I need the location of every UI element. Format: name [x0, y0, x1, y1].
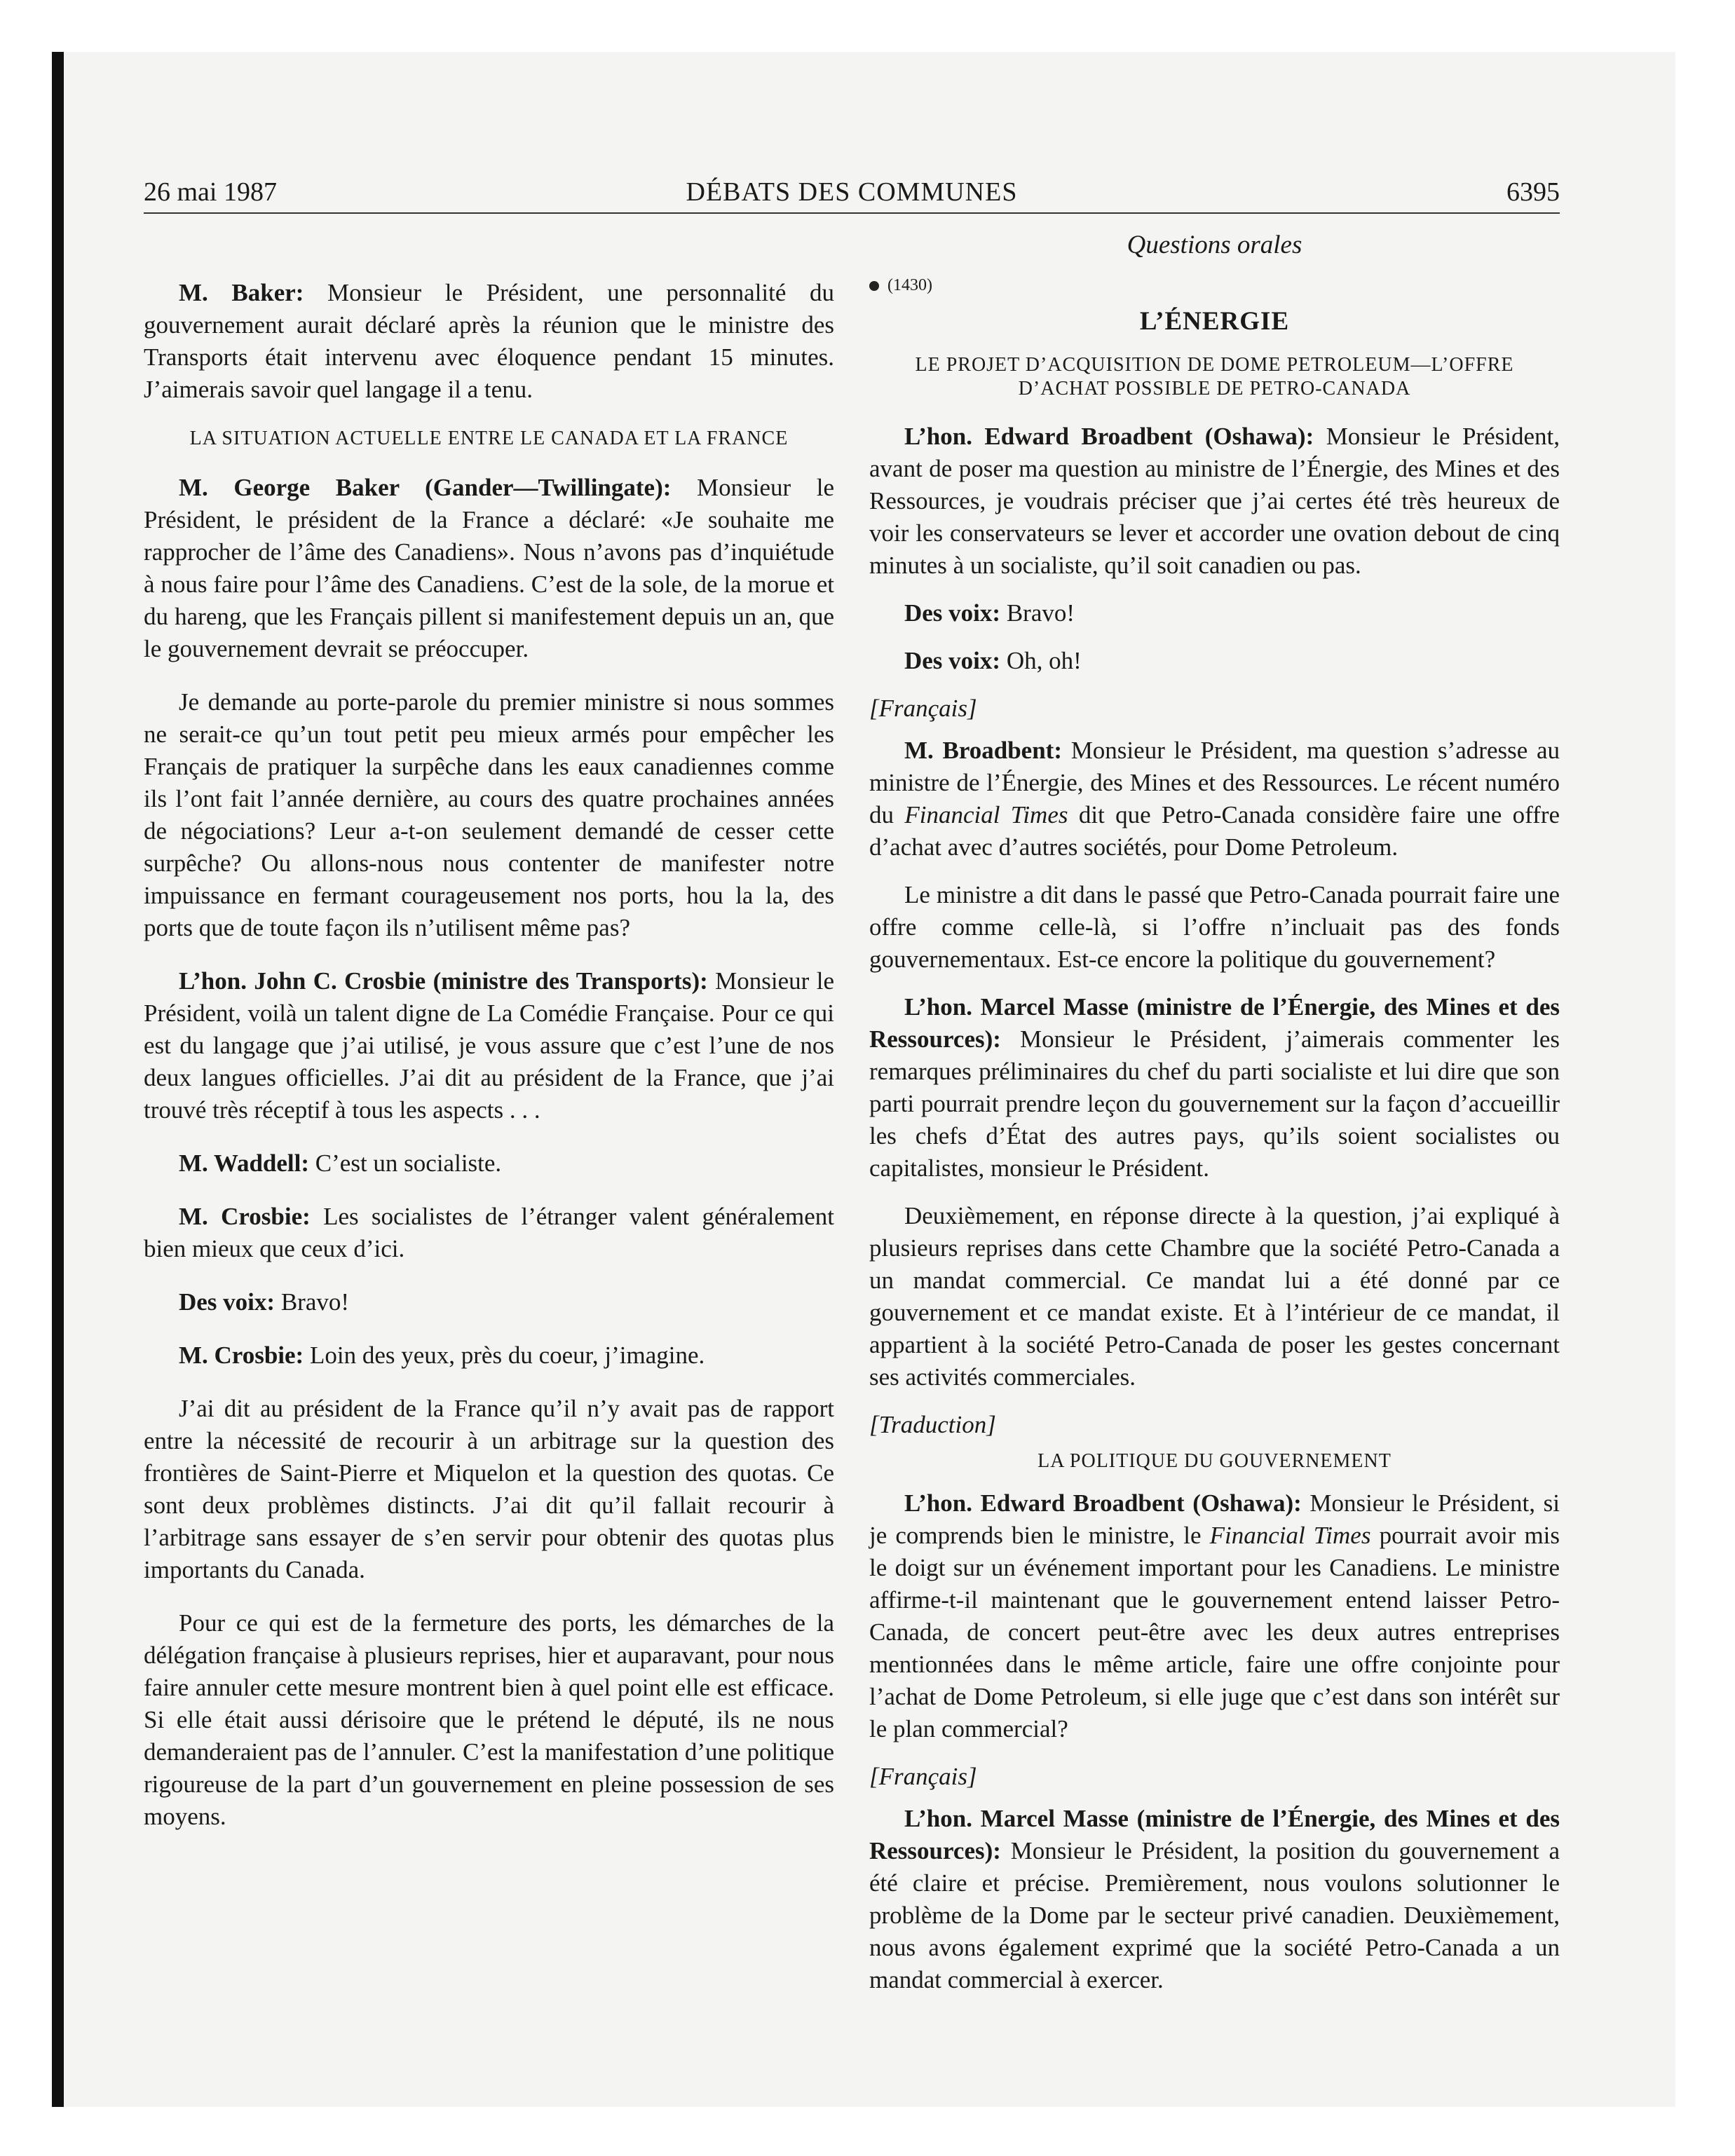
speech-text: Monsieur le Président, si je comprends bien le ministre, le	[869, 1489, 1560, 1549]
publication-title: Financial Times	[904, 801, 1068, 828]
speech-text: Monsieur le Président, la position du gouvernement a été claire et précise. Premièrement, nous voulons solutionner le problème de la Dome par le secteur privé canadien. Deuxièmement, nous avons également exprimé que la société Petro-Canada a un mandat commercial à exercer.	[869, 1837, 1560, 1993]
paragraph	[869, 879, 1560, 976]
paragraph	[144, 277, 834, 406]
paragraph	[144, 1147, 834, 1180]
speaker: M. Baker:	[179, 279, 304, 306]
speaker: M. Broadbent:	[904, 737, 1062, 764]
paragraph	[869, 645, 1560, 677]
speaker: L’hon. Edward Broadbent (Oshawa):	[904, 1489, 1302, 1517]
speech-text: C’est un socialiste.	[315, 1149, 502, 1177]
speech-text: Monsieur le Président, une personnalité du gouvernement aurait déclaré après la réunion que le ministre des Transports était intervenu avec éloquence pendant 15 minutes. J’aimerais savoir quel langage il a tenu.	[144, 279, 834, 403]
publication-title: Financial Times	[1209, 1522, 1371, 1549]
speaker: M. Crosbie:	[179, 1203, 311, 1230]
paragraph	[144, 1393, 834, 1586]
language-marker: [Français]	[869, 695, 977, 722]
speaker: L’hon. Marcel Masse (ministre de l’Énergie, des Mines et des Ressources):	[869, 993, 1560, 1053]
subject-heading: LA POLITIQUE DU GOUVERNEMENT	[1037, 1450, 1392, 1472]
paragraph	[869, 1200, 1560, 1393]
paragraph	[144, 965, 834, 1126]
speaker: M. Crosbie:	[179, 1342, 304, 1369]
language-marker: [Français]	[869, 1763, 977, 1790]
speech-text: Monsieur le Président, voilà un talent digne de La Comédie Française. Pour ce qui est du langage que j’ai utilisé, je vous assure que c’est l’une de nos deux langues officielles. J’ai dit au président de la France, que j’ai trouvé très réceptif à tous les aspects . . .	[144, 967, 834, 1124]
time-marker	[869, 275, 1560, 296]
subject-heading: LA SITUATION ACTUELLE ENTRE LE CANADA ET LA FRANCE	[189, 428, 789, 449]
topic-heading: L’ÉNERGIE	[1139, 307, 1290, 336]
paragraph	[144, 1201, 834, 1265]
speech-text: Loin des yeux, près du coeur, j’imagine.	[309, 1342, 705, 1369]
paragraph	[869, 1487, 1560, 1745]
page-header	[144, 177, 1560, 210]
paragraph	[869, 1803, 1560, 1996]
speech-text: Bravo!	[280, 1288, 350, 1316]
bullet-icon	[869, 281, 879, 291]
speaker: Des voix:	[179, 1288, 275, 1316]
speaker: Des voix:	[904, 647, 1001, 674]
speech-text: pourrait avoir mis le doigt sur un événement important pour les Canadiens. Le ministre affirme-t-il maintenant que le gouvernement entend laisser Petro-Canada, de concert peut-être avec les deux autres entreprises mentionnées dans le même article, faire une offre conjointe pour l’achat de Dome Petroleum, si elle juge que c’est dans son intérêt sur le plan commercial?	[869, 1522, 1560, 1742]
speaker: L’hon. Marcel Masse (ministre de l’Énergie, des Mines et des Ressources):	[869, 1805, 1560, 1864]
speech-text: Monsieur le Président, avant de poser ma question au ministre de l’Énergie, des Mines et des Ressources, je voudrais préciser que j’ai certes été très heureux de voir les conservateurs se lever et accorder une ovation debout de cinq minutes à un socialiste, qu’il soit canadien ou pas.	[869, 423, 1560, 579]
time-marker-text: (1430)	[887, 276, 932, 294]
header-rule	[144, 212, 1560, 214]
paragraph	[869, 991, 1560, 1185]
header-date: 26 mai 1987	[144, 177, 277, 207]
speaker: L’hon. John C. Crosbie (ministre des Transports):	[179, 967, 708, 995]
speech-text: dit que Petro-Canada considère faire une offre d’achat avec d’autres sociétés, pour Dome Petroleum.	[869, 801, 1560, 861]
speech-text: Bravo!	[1006, 599, 1075, 627]
speaker: M. Waddell:	[179, 1149, 310, 1177]
header-title: DÉBATS DES COMMUNES	[686, 177, 1018, 207]
paragraph	[869, 597, 1560, 629]
speech-text: Oh, oh!	[1006, 647, 1082, 674]
speech-text: Monsieur le Président, j’aimerais commenter les remarques préliminaires du chef du parti socialiste et lui dire que son parti pourrait prendre leçon du gouvernement sur la façon d’accueillir les chefs d’État des autres pays, qu’ils soient socialistes ou capitalistes, monsieur le Président.	[869, 1025, 1560, 1182]
paragraph	[869, 421, 1560, 582]
speech-text: Les socialistes de l’étranger valent généralement bien mieux que ceux d’ici.	[144, 1203, 835, 1262]
speaker: Des voix:	[904, 599, 1001, 627]
paragraph	[144, 472, 834, 665]
speech-text: Monsieur le Président, ma question s’adresse au ministre de l’Énergie, des Mines et des Ressources. Le récent numéro du	[869, 737, 1560, 828]
left-column	[144, 277, 834, 1854]
paragraph	[869, 735, 1560, 864]
speech-text: Je demande au porte-parole du premier ministre si nous sommes ne serait-ce qu’un tout petit peu mieux armés pour empêcher les Français de pratiquer la surpêche dans les eaux canadiennes comme ils l’ont fait l’année dernière, au cours des quatre prochaines années de négociations? Leur a-t-on seulement demandé de cesser cette surpêche? Ou allons-nous nous contenter de manifester notre impuissance en fermant courageusement nos ports, hou la la, des ports que de toute façon ils n’utilisent même pas?	[144, 688, 834, 941]
right-column	[869, 275, 1560, 2012]
speech-text: J’ai dit au président de la France qu’il n’y avait pas de rapport entre la nécessité de recourir à un arbitrage sur la question des frontières de Saint-Pierre et Miquelon et la question des quotas. Ce sont deux problèmes distincts. J’ai dit qu’il fallait recourir à l’arbitrage sans essayer de s’en servir pour obtenir des quotas plus importants du Canada.	[144, 1395, 834, 1583]
paragraph	[144, 686, 834, 944]
paragraph	[144, 1607, 834, 1833]
paragraph	[144, 1286, 834, 1318]
section-label: Questions orales	[1127, 231, 1302, 259]
header-page-number: 6395	[1506, 177, 1560, 207]
speech-text: Monsieur le Président, le président de la France a déclaré: «Je souhaite me rapprocher de l’âme des Canadiens». Nous n’avons pas d’inquiétude à nous faire pour l’âme des Canadiens. C’est de la sole, de la morue et du hareng, que les Français pillent si manifestement depuis un an, que le gouvernement devrait se préoccuper.	[144, 474, 835, 662]
speech-text: Le ministre a dit dans le passé que Petro-Canada pourrait faire une offre comme celle-là, si l’offre n’incluait pas des fonds gouvernementaux. Est-ce encore la politique du gouvernement?	[869, 881, 1560, 973]
subject-heading: LE PROJET D’ACQUISITION DE DOME PETROLEUM—L’OFFRE D’ACHAT POSSIBLE DE PETRO-CANADA	[915, 354, 1514, 400]
paragraph	[144, 1339, 834, 1372]
scan-edge-bar	[52, 52, 64, 2107]
speaker: L’hon. Edward Broadbent (Oshawa):	[904, 423, 1314, 450]
language-marker: [Traduction]	[869, 1411, 996, 1438]
speech-text: Pour ce qui est de la fermeture des ports, les démarches de la délégation française à plusieurs reprises, hier et auparavant, pour nous faire annuler cette mesure montrent bien à quel point elle est efficace. Si elle était aussi dérisoire que le prétend le député, ils ne nous demanderaient pas de l’annuler. C’est la manifestation d’une politique rigoureuse de la part d’un gouvernement en pleine possession de ses moyens.	[144, 1609, 834, 1830]
speaker: M. George Baker (Gander—Twillingate):	[179, 474, 672, 501]
speech-text: Deuxièmement, en réponse directe à la question, j’ai expliqué à plusieurs reprises dans cette Chambre que la société Petro-Canada a un mandat commercial. Ce mandat lui a été donné par ce gouvernement et ce mandat existe. Et à l’intérieur de ce mandat, il appartient à la société Petro-Canada de poser les gestes concernant ses activités commerciales.	[869, 1202, 1560, 1391]
